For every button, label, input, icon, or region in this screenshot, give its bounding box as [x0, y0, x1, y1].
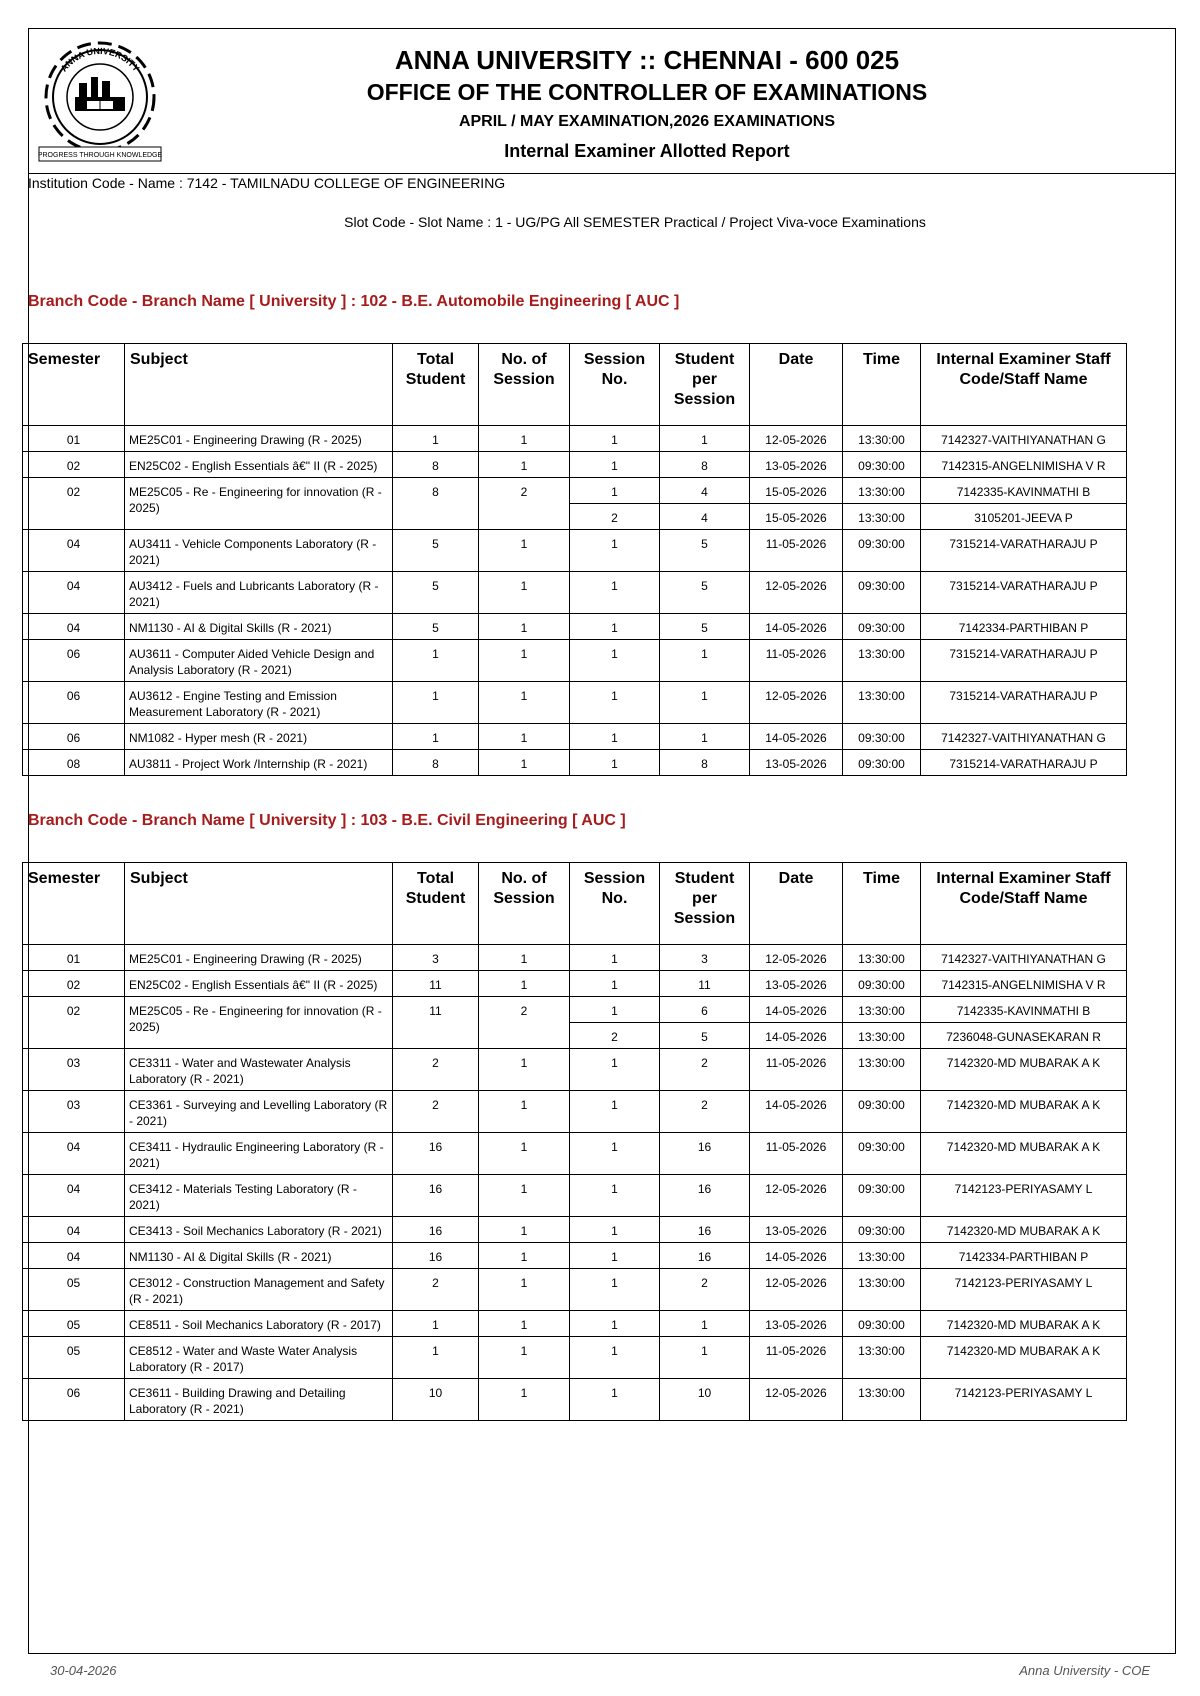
- student-per-session-cell: 5: [660, 572, 750, 614]
- table-header-row: [23, 344, 1127, 426]
- student-per-session-cell: 2: [660, 1049, 750, 1091]
- student-per-session-cell: 1: [660, 724, 750, 750]
- subject-cell: AU3412 - Fuels and Lubricants Laboratory (R - 2021): [125, 572, 393, 614]
- session-count-cell: 2: [479, 997, 570, 1049]
- semester-cell: 05: [23, 1311, 125, 1337]
- total-student-cell: 2: [393, 1269, 479, 1311]
- session-no-cell: 1: [570, 971, 660, 997]
- session-no-cell: 1: [570, 945, 660, 971]
- session-no-cell: 2: [570, 504, 660, 530]
- office-title: OFFICE OF THE CONTROLLER OF EXAMINATIONS: [366, 79, 928, 105]
- session-no-cell: 1: [570, 478, 660, 504]
- staff-cell: 7142123-PERIYASAMY L: [921, 1175, 1127, 1217]
- staff-cell: 7315214-VARATHARAJU P: [921, 682, 1127, 724]
- session-no-cell: 1: [570, 682, 660, 724]
- table-row: [23, 614, 1127, 640]
- semester-cell: 04: [23, 572, 125, 614]
- session-count-cell: 1: [479, 1049, 570, 1091]
- session-count-cell: 1: [479, 750, 570, 776]
- table-row: [23, 478, 1127, 504]
- date-cell: 12-05-2026: [750, 426, 843, 452]
- staff-cell: 7142334-PARTHIBAN P: [921, 614, 1127, 640]
- student-per-session-cell: 11: [660, 971, 750, 997]
- subject-cell: CE3012 - Construction Management and Safety (R - 2021): [125, 1269, 393, 1311]
- semester-cell: 01: [23, 945, 125, 971]
- session-no-cell: 1: [570, 1217, 660, 1243]
- student-per-session-cell: 5: [660, 614, 750, 640]
- subject-cell: CE3361 - Surveying and Levelling Laboratory (R - 2021): [125, 1091, 393, 1133]
- date-cell: 12-05-2026: [750, 682, 843, 724]
- staff-cell: 7142327-VAITHIYANATHAN G: [921, 426, 1127, 452]
- student-per-session-cell: 2: [660, 1269, 750, 1311]
- total-student-cell: 16: [393, 1133, 479, 1175]
- session-count-cell: 1: [479, 682, 570, 724]
- date-cell: 14-05-2026: [750, 997, 843, 1023]
- time-cell: 13:30:00: [843, 1023, 921, 1049]
- staff-cell: 7142315-ANGELNIMISHA V R: [921, 452, 1127, 478]
- subject-cell: CE8511 - Soil Mechanics Laboratory (R - 2017): [125, 1311, 393, 1337]
- subject-cell: AU3411 - Vehicle Components Laboratory (R - 2021): [125, 530, 393, 572]
- col-semester: Semester: [23, 344, 125, 426]
- semester-cell: 04: [23, 530, 125, 572]
- total-student-cell: 11: [393, 971, 479, 997]
- subject-cell: AU3612 - Engine Testing and Emission Measurement Laboratory (R - 2021): [125, 682, 393, 724]
- total-student-cell: 3: [393, 945, 479, 971]
- semester-cell: 03: [23, 1049, 125, 1091]
- student-per-session-cell: 1: [660, 682, 750, 724]
- table-row: [23, 452, 1127, 478]
- subject-cell: EN25C02 - English Essentials â€" II (R - 2025): [125, 971, 393, 997]
- report-title: Internal Examiner Allotted Report: [504, 141, 790, 161]
- staff-cell: 7142320-MD MUBARAK A K: [921, 1217, 1127, 1243]
- session-count-cell: 2: [479, 478, 570, 530]
- time-cell: 13:30:00: [843, 1243, 921, 1269]
- staff-cell: 7142320-MD MUBARAK A K: [921, 1133, 1127, 1175]
- logo-motto: PROGRESS THROUGH KNOWLEDGE: [37, 152, 163, 159]
- session-no-cell: 1: [570, 426, 660, 452]
- staff-cell: 7142327-VAITHIYANATHAN G: [921, 945, 1127, 971]
- total-student-cell: 2: [393, 1049, 479, 1091]
- table-row: [23, 682, 1127, 724]
- table-row: [23, 530, 1127, 572]
- table-header-row: [23, 863, 1127, 945]
- student-per-session-cell: 3: [660, 945, 750, 971]
- allotment-table: [22, 862, 1127, 1421]
- col-time: Time: [843, 863, 921, 945]
- session-count-cell: 1: [479, 640, 570, 682]
- session-no-cell: 1: [570, 1175, 660, 1217]
- subject-cell: ME25C01 - Engineering Drawing (R - 2025): [125, 426, 393, 452]
- date-cell: 14-05-2026: [750, 1023, 843, 1049]
- time-cell: 13:30:00: [843, 997, 921, 1023]
- col-session-no: Session No.: [570, 344, 660, 426]
- session-no-cell: 1: [570, 1049, 660, 1091]
- total-student-cell: 8: [393, 478, 479, 530]
- semester-cell: 08: [23, 750, 125, 776]
- table-row: [23, 1337, 1127, 1379]
- subject-cell: ME25C05 - Re - Engineering for innovation (R - 2025): [125, 997, 393, 1049]
- date-cell: 13-05-2026: [750, 1217, 843, 1243]
- col-time: Time: [843, 344, 921, 426]
- student-per-session-cell: 1: [660, 1311, 750, 1337]
- student-per-session-cell: 16: [660, 1175, 750, 1217]
- col-staff: Internal Examiner Staff Code/Staff Name: [921, 863, 1127, 945]
- session-count-cell: 1: [479, 614, 570, 640]
- session-count-cell: 1: [479, 1379, 570, 1421]
- session-no-cell: 1: [570, 572, 660, 614]
- session-count-cell: 1: [479, 1175, 570, 1217]
- date-cell: 12-05-2026: [750, 945, 843, 971]
- time-cell: 09:30:00: [843, 614, 921, 640]
- session-no-cell: 1: [570, 1269, 660, 1311]
- total-student-cell: 2: [393, 1091, 479, 1133]
- total-student-cell: 10: [393, 1379, 479, 1421]
- col-session-no: Session No.: [570, 863, 660, 945]
- time-cell: 13:30:00: [843, 1379, 921, 1421]
- time-cell: 09:30:00: [843, 1311, 921, 1337]
- semester-cell: 05: [23, 1269, 125, 1311]
- staff-cell: 3105201-JEEVA P: [921, 504, 1127, 530]
- time-cell: 13:30:00: [843, 504, 921, 530]
- subject-cell: NM1130 - AI & Digital Skills (R - 2021): [125, 614, 393, 640]
- session-no-cell: 1: [570, 530, 660, 572]
- col-student-per-session: Student per Session: [660, 344, 750, 426]
- date-cell: 13-05-2026: [750, 1311, 843, 1337]
- col-total-student: Total Student: [393, 344, 479, 426]
- subject-cell: AU3611 - Computer Aided Vehicle Design and Analysis Laboratory (R - 2021): [125, 640, 393, 682]
- session-no-cell: 1: [570, 452, 660, 478]
- total-student-cell: 8: [393, 750, 479, 776]
- total-student-cell: 8: [393, 452, 479, 478]
- session-count-cell: 1: [479, 1133, 570, 1175]
- subject-cell: CE3311 - Water and Wastewater Analysis Laboratory (R - 2021): [125, 1049, 393, 1091]
- date-cell: 14-05-2026: [750, 614, 843, 640]
- semester-cell: 02: [23, 452, 125, 478]
- date-cell: 11-05-2026: [750, 1049, 843, 1091]
- date-cell: 11-05-2026: [750, 1133, 843, 1175]
- staff-cell: 7142327-VAITHIYANATHAN G: [921, 724, 1127, 750]
- staff-cell: 7142335-KAVINMATHI B: [921, 478, 1127, 504]
- time-cell: 09:30:00: [843, 724, 921, 750]
- session-count-cell: 1: [479, 971, 570, 997]
- table-row: [23, 945, 1127, 971]
- semester-cell: 06: [23, 682, 125, 724]
- staff-cell: 7142320-MD MUBARAK A K: [921, 1337, 1127, 1379]
- table-row: [23, 1091, 1127, 1133]
- session-count-cell: 1: [479, 945, 570, 971]
- staff-cell: 7315214-VARATHARAJU P: [921, 572, 1127, 614]
- staff-cell: 7142320-MD MUBARAK A K: [921, 1091, 1127, 1133]
- session-count-cell: 1: [479, 1311, 570, 1337]
- exam-title: APRIL / MAY EXAMINATION,2026 EXAMINATIONS: [458, 113, 836, 130]
- table-row: [23, 1269, 1127, 1311]
- table-row: [23, 997, 1127, 1023]
- date-cell: 11-05-2026: [750, 530, 843, 572]
- staff-cell: 7142334-PARTHIBAN P: [921, 1243, 1127, 1269]
- semester-cell: 04: [23, 1217, 125, 1243]
- student-per-session-cell: 4: [660, 478, 750, 504]
- table-row: [23, 572, 1127, 614]
- session-no-cell: 1: [570, 1243, 660, 1269]
- semester-cell: 06: [23, 724, 125, 750]
- semester-cell: 05: [23, 1337, 125, 1379]
- student-per-session-cell: 16: [660, 1133, 750, 1175]
- total-student-cell: 16: [393, 1217, 479, 1243]
- time-cell: 09:30:00: [843, 1133, 921, 1175]
- table-row: [23, 1243, 1127, 1269]
- col-total-student: Total Student: [393, 863, 479, 945]
- col-subject: Subject: [125, 863, 393, 945]
- footer-org: Anna University - COE: [1019, 1663, 1150, 1678]
- slot-line: Slot Code - Slot Name : 1 - UG/PG All SEMESTER Practical / Project Viva-voce Examinations: [344, 214, 926, 230]
- table-row: [23, 1049, 1127, 1091]
- subject-cell: ME25C05 - Re - Engineering for innovation (R - 2025): [125, 478, 393, 530]
- date-cell: 12-05-2026: [750, 1269, 843, 1311]
- time-cell: 13:30:00: [843, 1337, 921, 1379]
- session-no-cell: 1: [570, 724, 660, 750]
- session-no-cell: 1: [570, 1379, 660, 1421]
- date-cell: 15-05-2026: [750, 504, 843, 530]
- date-cell: 12-05-2026: [750, 1175, 843, 1217]
- semester-cell: 02: [23, 997, 125, 1049]
- staff-cell: 7142123-PERIYASAMY L: [921, 1269, 1127, 1311]
- total-student-cell: 5: [393, 530, 479, 572]
- session-no-cell: 1: [570, 750, 660, 776]
- subject-cell: NM1130 - AI & Digital Skills (R - 2021): [125, 1243, 393, 1269]
- total-student-cell: 1: [393, 1337, 479, 1379]
- student-per-session-cell: 8: [660, 452, 750, 478]
- student-per-session-cell: 10: [660, 1379, 750, 1421]
- subject-cell: ME25C01 - Engineering Drawing (R - 2025): [125, 945, 393, 971]
- total-student-cell: 5: [393, 614, 479, 640]
- col-staff: Internal Examiner Staff Code/Staff Name: [921, 344, 1127, 426]
- staff-cell: 7236048-GUNASEKARAN R: [921, 1023, 1127, 1049]
- time-cell: 13:30:00: [843, 640, 921, 682]
- col-subject: Subject: [125, 344, 393, 426]
- session-no-cell: 1: [570, 1337, 660, 1379]
- session-count-cell: 1: [479, 530, 570, 572]
- staff-cell: 7142315-ANGELNIMISHA V R: [921, 971, 1127, 997]
- date-cell: 14-05-2026: [750, 1243, 843, 1269]
- staff-cell: 7315214-VARATHARAJU P: [921, 640, 1127, 682]
- session-count-cell: 1: [479, 1243, 570, 1269]
- institution-line: Institution Code - Name : 7142 - TAMILNADU COLLEGE OF ENGINEERING: [28, 175, 506, 191]
- semester-cell: 04: [23, 1175, 125, 1217]
- col-date: Date: [750, 344, 843, 426]
- semester-cell: 04: [23, 1133, 125, 1175]
- total-student-cell: 5: [393, 572, 479, 614]
- student-per-session-cell: 6: [660, 997, 750, 1023]
- semester-cell: 01: [23, 426, 125, 452]
- time-cell: 09:30:00: [843, 572, 921, 614]
- time-cell: 09:30:00: [843, 530, 921, 572]
- total-student-cell: 1: [393, 426, 479, 452]
- report-header: [29, 29, 1175, 174]
- semester-cell: 02: [23, 478, 125, 530]
- session-count-cell: 1: [479, 1217, 570, 1243]
- subject-cell: EN25C02 - English Essentials â€" II (R - 2025): [125, 452, 393, 478]
- time-cell: 09:30:00: [843, 452, 921, 478]
- table-row: [23, 724, 1127, 750]
- total-student-cell: 1: [393, 682, 479, 724]
- date-cell: 12-05-2026: [750, 1379, 843, 1421]
- session-count-cell: 1: [479, 1091, 570, 1133]
- table-row: [23, 750, 1127, 776]
- session-no-cell: 1: [570, 640, 660, 682]
- col-student-per-session: Student per Session: [660, 863, 750, 945]
- time-cell: 13:30:00: [843, 945, 921, 971]
- col-date: Date: [750, 863, 843, 945]
- date-cell: 14-05-2026: [750, 724, 843, 750]
- student-per-session-cell: 5: [660, 1023, 750, 1049]
- logo-text-top: ANNA UNIVERSITY: [58, 45, 142, 74]
- time-cell: 09:30:00: [843, 750, 921, 776]
- total-student-cell: 1: [393, 724, 479, 750]
- session-count-cell: 1: [479, 572, 570, 614]
- date-cell: 12-05-2026: [750, 572, 843, 614]
- date-cell: 13-05-2026: [750, 452, 843, 478]
- semester-cell: 06: [23, 1379, 125, 1421]
- staff-cell: 7142335-KAVINMATHI B: [921, 997, 1127, 1023]
- subject-cell: CE3413 - Soil Mechanics Laboratory (R - 2021): [125, 1217, 393, 1243]
- session-no-cell: 1: [570, 1133, 660, 1175]
- student-per-session-cell: 5: [660, 530, 750, 572]
- time-cell: 13:30:00: [843, 682, 921, 724]
- total-student-cell: 1: [393, 1311, 479, 1337]
- total-student-cell: 1: [393, 640, 479, 682]
- university-title: ANNA UNIVERSITY :: CHENNAI - 600 025: [394, 45, 900, 75]
- col-semester: Semester: [23, 863, 125, 945]
- student-per-session-cell: 1: [660, 1337, 750, 1379]
- total-student-cell: 11: [393, 997, 479, 1049]
- date-cell: 15-05-2026: [750, 478, 843, 504]
- time-cell: 13:30:00: [843, 478, 921, 504]
- branch-heading: Branch Code - Branch Name [ University ] : 102 - B.E. Automobile Engineering [ AUC ]: [28, 293, 680, 310]
- time-cell: 13:30:00: [843, 1269, 921, 1311]
- session-no-cell: 1: [570, 614, 660, 640]
- time-cell: 13:30:00: [843, 426, 921, 452]
- staff-cell: 7142123-PERIYASAMY L: [921, 1379, 1127, 1421]
- total-student-cell: 16: [393, 1243, 479, 1269]
- student-per-session-cell: 16: [660, 1217, 750, 1243]
- branch-heading: Branch Code - Branch Name [ University ] : 103 - B.E. Civil Engineering [ AUC ]: [28, 812, 626, 829]
- time-cell: 09:30:00: [843, 1175, 921, 1217]
- staff-cell: 7142320-MD MUBARAK A K: [921, 1311, 1127, 1337]
- semester-cell: 04: [23, 614, 125, 640]
- col-no-of-session: No. of Session: [479, 863, 570, 945]
- subject-cell: CE8512 - Water and Waste Water Analysis Laboratory (R - 2017): [125, 1337, 393, 1379]
- date-cell: 13-05-2026: [750, 750, 843, 776]
- table-row: [23, 971, 1127, 997]
- session-count-cell: 1: [479, 1337, 570, 1379]
- session-no-cell: 2: [570, 1023, 660, 1049]
- staff-cell: 7315214-VARATHARAJU P: [921, 530, 1127, 572]
- session-count-cell: 1: [479, 452, 570, 478]
- session-no-cell: 1: [570, 1311, 660, 1337]
- student-per-session-cell: 16: [660, 1243, 750, 1269]
- session-count-cell: 1: [479, 426, 570, 452]
- session-no-cell: 1: [570, 997, 660, 1023]
- semester-cell: 03: [23, 1091, 125, 1133]
- table-row: [23, 1379, 1127, 1421]
- session-count-cell: 1: [479, 724, 570, 750]
- student-per-session-cell: 1: [660, 426, 750, 452]
- date-cell: 11-05-2026: [750, 1337, 843, 1379]
- subject-cell: CE3411 - Hydraulic Engineering Laboratory (R - 2021): [125, 1133, 393, 1175]
- table-row: [23, 640, 1127, 682]
- student-per-session-cell: 8: [660, 750, 750, 776]
- date-cell: 13-05-2026: [750, 971, 843, 997]
- subject-cell: CE3611 - Building Drawing and Detailing Laboratory (R - 2021): [125, 1379, 393, 1421]
- staff-cell: 7315214-VARATHARAJU P: [921, 750, 1127, 776]
- session-no-cell: 1: [570, 1091, 660, 1133]
- table-row: [23, 1311, 1127, 1337]
- time-cell: 09:30:00: [843, 1217, 921, 1243]
- allotment-table: [22, 343, 1127, 776]
- subject-cell: AU3811 - Project Work /Internship (R - 2021): [125, 750, 393, 776]
- semester-cell: 06: [23, 640, 125, 682]
- date-cell: 11-05-2026: [750, 640, 843, 682]
- time-cell: 09:30:00: [843, 971, 921, 997]
- table-row: [23, 426, 1127, 452]
- date-cell: 14-05-2026: [750, 1091, 843, 1133]
- table-row: [23, 1133, 1127, 1175]
- table-row: [23, 1175, 1127, 1217]
- session-count-cell: 1: [479, 1269, 570, 1311]
- time-cell: 09:30:00: [843, 1091, 921, 1133]
- student-per-session-cell: 1: [660, 640, 750, 682]
- col-no-of-session: No. of Session: [479, 344, 570, 426]
- semester-cell: 02: [23, 971, 125, 997]
- footer-date: 30-04-2026: [50, 1663, 117, 1678]
- time-cell: 13:30:00: [843, 1049, 921, 1091]
- total-student-cell: 16: [393, 1175, 479, 1217]
- student-per-session-cell: 4: [660, 504, 750, 530]
- semester-cell: 04: [23, 1243, 125, 1269]
- subject-cell: CE3412 - Materials Testing Laboratory (R - 2021): [125, 1175, 393, 1217]
- staff-cell: 7142320-MD MUBARAK A K: [921, 1049, 1127, 1091]
- subject-cell: NM1082 - Hyper mesh (R - 2021): [125, 724, 393, 750]
- table-row: [23, 1217, 1127, 1243]
- student-per-session-cell: 2: [660, 1091, 750, 1133]
